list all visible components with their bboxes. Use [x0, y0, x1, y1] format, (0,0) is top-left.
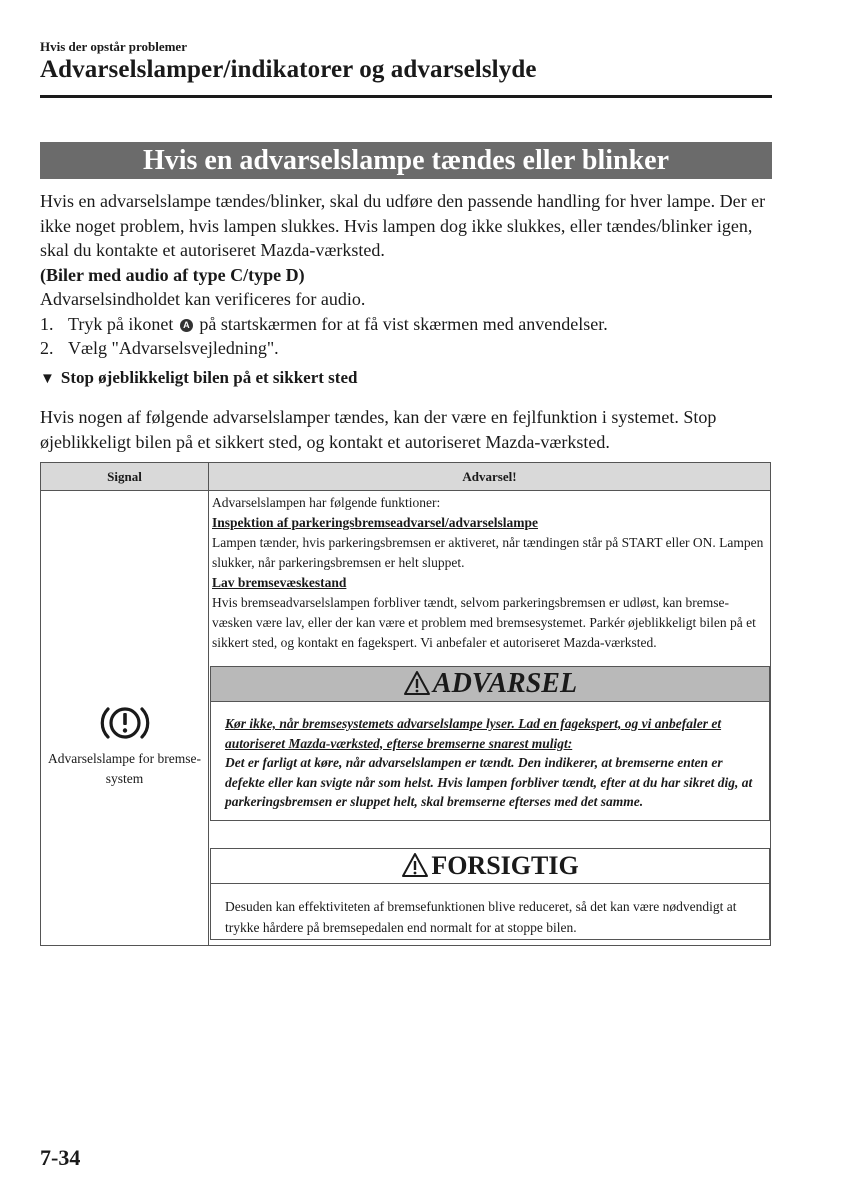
function-text: Lampen tænder, hvis parkeringsbremsen er aktiveret, når tændingen står på START eller ON. Lampen slukker, når parkeringsbremsen er helt sluppet. [212, 535, 764, 570]
audio-heading: (Biler med audio af type C/type D) [40, 264, 305, 285]
function-text: Hvis bremseadvarselslampen forbliver tændt, selvom parkeringsbremsen er udløst, kan bremse-væsken være lav, eller der kan være et problem med bremsesystemet. Parkér øjeblikkeligt bilen på et sikkert sted, og kontakt en fagekspert. Vi anbefaler et autoriseret Mazda-værksted. [212, 595, 756, 650]
subsection-title: Stop øjeblikkeligt bilen på et sikkert sted [60, 368, 358, 387]
table-header-signal: Signal [41, 463, 209, 490]
step-number: 2. [40, 338, 54, 358]
page-number: 7-34 [40, 1145, 81, 1170]
intro-paragraph: Hvis en advarselslampe tændes/blinker, skal du udføre den passende handling for hver lampe. Der er ikke noget problem, hvis lampen slukkes. Hvis lampen dog ikke slukkes, eller tændes/blinker igen, skal du kontakte et autoriseret Mazda-værksted. [40, 191, 766, 260]
advarsel-title: ADVARSEL [432, 668, 578, 699]
subsection-heading [40, 368, 357, 388]
step-item [40, 312, 780, 337]
step-text [68, 312, 608, 337]
table-header-warning: Advarsel! [462, 469, 517, 484]
step-text: Vælg "Advarselsvejledning". [68, 338, 279, 358]
forsigtig-header [211, 849, 769, 884]
step-number: 1. [40, 313, 54, 334]
functions-intro: Advarselslampen har følgende funktioner: [212, 495, 441, 510]
section-label: Hvis der opstår problemer [40, 39, 187, 54]
subsection-paragraph: Hvis nogen af følgende advarselslamper tændes, kan der være en fejlfunktion i systemet. Stop øjeblikkeligt bilen på et sikkert sted, og kontakt et autoriseret Mazda-værksted. [40, 407, 717, 452]
forsigtig-text: Desuden kan effektiviteten af bremsefunktionen blive reduceret, så det kan være nødvendigt at trykke hårdere på bremsepedalen end normalt for at stoppe bilen. [225, 899, 737, 935]
table-header-row [41, 463, 770, 491]
advarsel-lead: Kør ikke, når bremsesystemets advarselslampe lyser. Lad en fagekspert, og vi anbefaler et autoriseret Mazda-værksted, efterse bremserne snarest muligt: [225, 716, 722, 751]
signal-cell [41, 491, 208, 945]
forsigtig-callout [210, 848, 770, 940]
warning-triangle-icon [401, 852, 429, 878]
advarsel-text: Det er farligt at køre, når advarselslampen er tændt. Den indikerer, at bremserne enten er defekte eller kan svigte når som helst. Hvis lampen forbliver tændt, efter at du har sikret dig, at parkeringsbremsen er sluppet helt, skal bremserne efterses med det samme. [225, 755, 753, 809]
intro-block [40, 189, 780, 361]
warning-triangle-icon [403, 670, 431, 696]
section-banner: Hvis en advarselslampe tændes eller blinker [40, 142, 772, 179]
forsigtig-body [211, 884, 769, 938]
step-item [40, 336, 780, 361]
advarsel-header [211, 667, 769, 702]
apps-icon: A [180, 319, 193, 332]
advarsel-callout [210, 666, 770, 821]
page-title: Advarselslamper/indikatorer og advarselslyde [40, 56, 537, 83]
column-divider [208, 491, 209, 945]
step-text-after: på startskærmen for at få vist skærmen med anvendelser. [199, 313, 608, 334]
warning-cell [212, 493, 764, 653]
triangle-down-icon: ▼ [40, 371, 55, 387]
brake-warning-icon [98, 701, 152, 745]
heading-rule [40, 95, 772, 98]
audio-text: Advarselsindholdet kan verificeres for audio. [40, 289, 366, 309]
steps-list [40, 312, 780, 361]
function-heading: Inspektion af parkeringsbremseadvarsel/advarselslampe [212, 515, 539, 530]
step-text-before: Tryk på ikonet [68, 313, 174, 334]
function-heading: Lav bremsevæskestand [212, 575, 347, 590]
warning-table [40, 462, 771, 946]
advarsel-body [211, 702, 769, 812]
forsigtig-title: FORSIGTIG [431, 851, 579, 880]
signal-caption: Advarselslampe for bremse-system [48, 751, 201, 786]
subsection-body [40, 405, 780, 454]
